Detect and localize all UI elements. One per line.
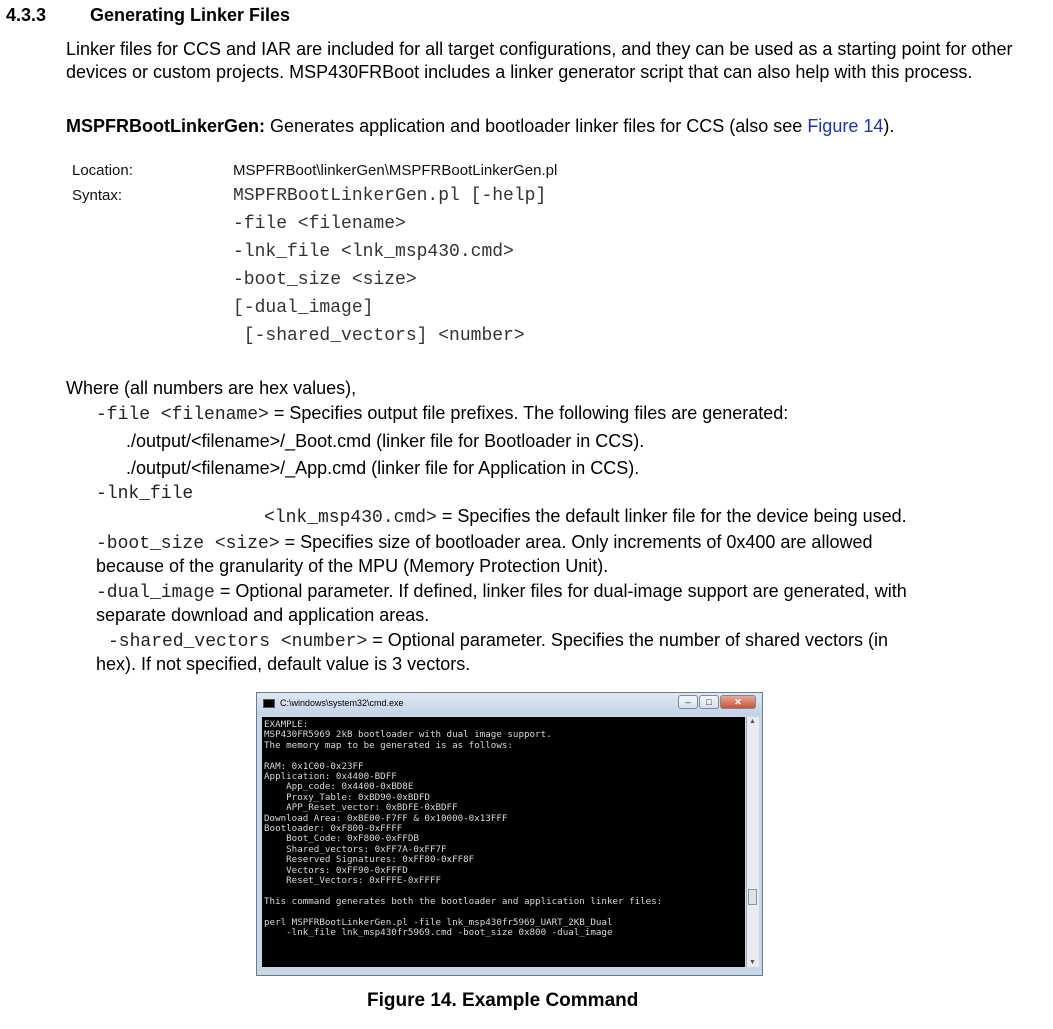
file-arg-line <box>96 403 788 425</box>
file-desc: = Specifies output file prefixes. The following files are generated: <box>268 403 789 423</box>
file-output-boot: ./output/<filename>/_Boot.cmd (linker file for Bootloader in CCS). <box>126 431 645 451</box>
cmd-line: MSP430FR5969 2kB bootloader with dual image support. <box>264 729 552 741</box>
figure-caption: Figure 14. Example Command <box>367 990 639 1011</box>
cmd-line: Vectors: 0xFF90-0xFFFD <box>264 864 408 876</box>
shared-desc: = Optional parameter. Specifies the number of shared vectors (in <box>367 630 889 650</box>
syntax-line: -boot_size <size> <box>233 270 417 290</box>
syntax-line: -lnk_file <lnk_msp430.cmd> <box>233 242 514 262</box>
lnk-arg-line <box>264 506 907 528</box>
cmd-line: The memory map to be generated is as follows: <box>264 739 513 751</box>
boot-arg-line <box>96 532 872 554</box>
location-value: MSPFRBoot\linkerGen\MSPFRBootLinkerGen.pl <box>233 162 558 179</box>
cmd-line: This command generates both the bootloader and application linker files: <box>264 895 663 907</box>
cmd-line: Boot_Code: 0xF800-0xFFDB <box>264 833 419 845</box>
cmd-line: Shared_vectors: 0xFF7A-0xFF7F <box>264 843 447 855</box>
scroll-down-icon[interactable]: ▼ <box>749 959 756 966</box>
lnk-desc: = Specifies the default linker file for the device being used. <box>436 506 907 526</box>
minimize-icon[interactable]: – <box>678 695 698 709</box>
file-arg: -file <filename> <box>96 405 269 425</box>
dual-arg: -dual_image <box>96 583 215 603</box>
cmd-console <box>262 717 745 967</box>
generator-description <box>66 116 894 137</box>
generator-name: MSPFRBootLinkerGen: <box>66 116 266 136</box>
section-title: Generating Linker Files <box>90 5 291 25</box>
shared-desc-cont: hex). If not specified, default value is 3 vectors. <box>96 654 471 674</box>
window-controls <box>677 695 756 709</box>
maximize-icon[interactable]: □ <box>699 695 719 709</box>
syntax-line: [-shared_vectors] <number> <box>233 326 525 346</box>
syntax-line: -file <filename> <box>233 214 406 234</box>
figure-14-link[interactable]: Figure 14 <box>807 116 884 136</box>
cmd-line: -lnk_file lnk_msp430fr5969.cmd -boot_size 0x800 -dual_image <box>264 927 613 939</box>
cmd-window <box>256 692 763 976</box>
boot-arg: -boot_size <size> <box>96 534 280 554</box>
cmd-window-title: C:\windows\system32\cmd.exe <box>280 698 404 708</box>
lnk-arg-value: <lnk_msp430.cmd> <box>264 508 437 528</box>
vertical-scrollbar[interactable] <box>746 717 759 967</box>
cmd-output <box>262 717 745 942</box>
cmd-line: EXAMPLE: <box>264 719 309 730</box>
shared-arg: -shared_vectors <number> <box>108 632 368 652</box>
scrollbar-thumb[interactable] <box>748 889 757 905</box>
cmd-line: APP_Reset_vector: 0xBDFE-0xBDFF <box>264 802 458 814</box>
section-number: 4.3.3 <box>6 5 47 25</box>
dual-arg-line <box>96 581 907 603</box>
scroll-up-icon[interactable]: ▲ <box>749 718 756 725</box>
file-output-app: ./output/<filename>/_App.cmd (linker file for Application in CCS). <box>126 458 640 478</box>
console-icon <box>263 699 275 708</box>
syntax-line: [-dual_image] <box>233 298 374 318</box>
dual-desc: = Optional parameter. If defined, linker files for dual-image support are generated, with <box>214 581 907 601</box>
location-label: Location: <box>72 162 133 179</box>
boot-desc-cont: because of the granularity of the MPU (Memory Protection Unit). <box>96 556 609 576</box>
syntax-label: Syntax: <box>72 187 123 204</box>
lnk-arg: -lnk_file <box>96 484 194 504</box>
generator-text-end: ). <box>883 116 895 136</box>
close-icon[interactable]: ✕ <box>720 695 756 709</box>
generator-text: Generates application and bootloader linker files for CCS (also see <box>265 116 808 136</box>
cmd-line: Application: 0x4400-BDFF <box>264 771 397 783</box>
cmd-line: Reserved Signatures: 0xFF80-0xFF8F <box>264 854 475 866</box>
where-intro: Where (all numbers are hex values), <box>66 378 357 398</box>
cmd-line: Bootloader: 0xF800-0xFFFF <box>264 823 403 835</box>
cmd-line: Proxy_Table: 0xBD90-0xBDFD <box>264 791 430 803</box>
boot-desc: = Specifies size of bootloader area. Only increments of 0x400 are allowed <box>279 532 873 552</box>
syntax-line: MSPFRBootLinkerGen.pl [-help] <box>233 186 547 206</box>
shared-arg-line <box>108 630 888 652</box>
cmd-line: Download Area: 0xBE00-F7FF & 0x10000-0x13FFF <box>264 812 508 824</box>
cmd-line: App_code: 0x4400-0xBD8E <box>264 781 414 793</box>
cmd-line: perl MSPFRBootLinkerGen.pl -file lnk_msp430fr5969_UART_2KB_Dual <box>264 916 613 928</box>
cmd-line: RAM: 0x1C00-0x23FF <box>264 760 364 772</box>
cmd-titlebar <box>257 693 762 715</box>
intro-paragraph: Linker files for CCS and IAR are included for all target configurations, and they can be used as a starting point for other devices or custom projects. MSP430FRBoot includes a linker generator script that can also help with this process. <box>66 39 1013 82</box>
cmd-line: Reset_Vectors: 0xFFFE-0xFFFF <box>264 875 442 887</box>
dual-desc-cont: separate download and application areas. <box>96 605 430 625</box>
